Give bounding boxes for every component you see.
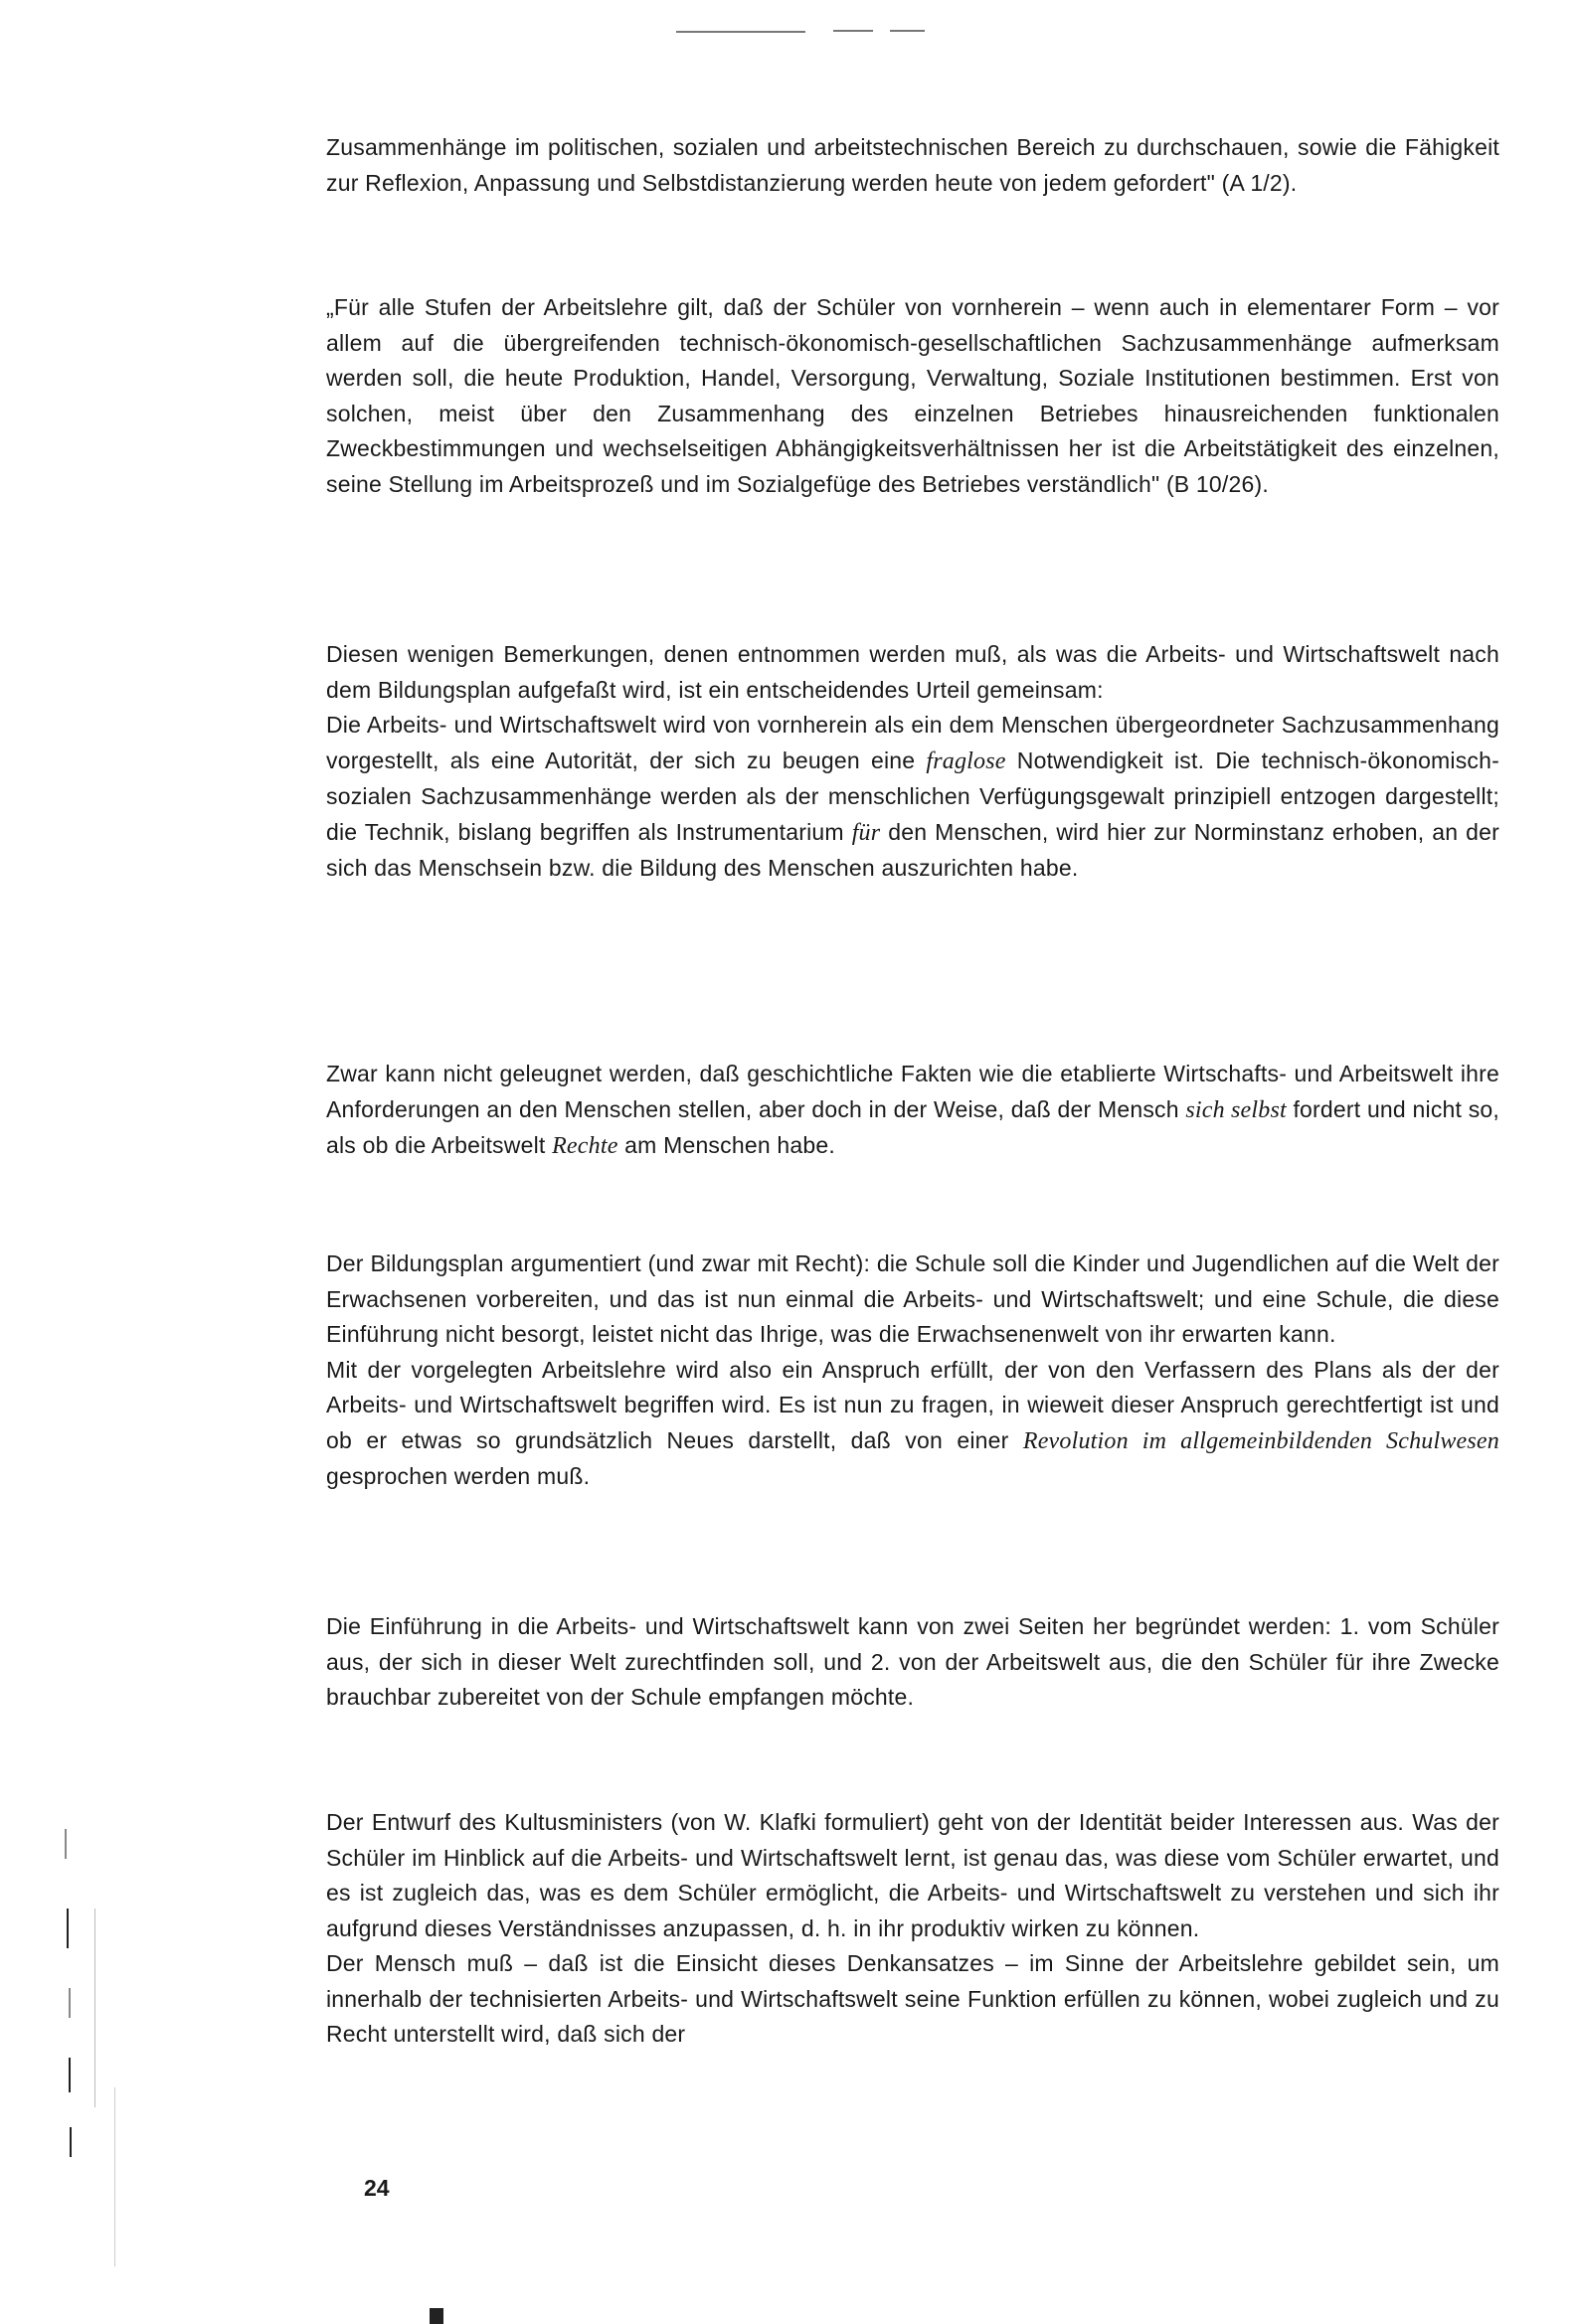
edge-mark [114, 2087, 115, 2266]
paragraph-1 [326, 130, 1499, 201]
paragraph-3-body [326, 708, 1499, 887]
paragraph-3-intro: Diesen wenigen Bemerkungen, denen entnommen werden muß, als was die Arbeits- und Wirtschaftswelt nach dem Bildungsplan aufgefaßt wird, ist ein entscheidendes Urteil gemeinsam: [326, 641, 1499, 703]
paragraph-6-text: Die Einführung in die Arbeits- und Wirtschaftswelt kann von zwei Seiten her begründet werden: 1. vom Schüler aus, der sich in dieser Welt zurechtfinden soll, und 2. von der Arbeitswelt aus, die den Schüler für ihre Zwecke brauchbar zubereitet von der Schule empfangen möchte. [326, 1613, 1499, 1710]
scan-edge-artifacts [55, 1789, 174, 2306]
paragraph-7 [326, 1805, 1499, 2053]
emphasis-revolution: Revolution im allgemeinbildenden Schulwesen [1022, 1427, 1499, 1454]
emphasis-sich-selbst: sich selbst [1185, 1096, 1287, 1123]
paragraph-4-part-1: Zwar kann nicht geleugnet werden, daß geschichtliche Fakten wie die etablierte Wirtschafts- und Arbeitswelt ihre Anforderungen an den Menschen stellen, aber doch in der Weise, daß der Mensch [326, 1061, 1499, 1122]
paragraph-6 [326, 1609, 1499, 1716]
scan-artifact-bottom [430, 2308, 443, 2324]
edge-mark [67, 1909, 69, 1948]
emphasis-fraglose: fraglose [926, 747, 1006, 774]
paragraph-4-body [326, 1057, 1499, 1165]
paragraph-5-second [326, 1353, 1499, 1495]
paragraph-4 [326, 1057, 1499, 1165]
paragraph-5 [326, 1246, 1499, 1495]
paragraph-5-first: Der Bildungsplan argumentiert (und zwar mit Recht): die Schule soll die Kinder und Jugendlichen auf die Welt der Erwachsenen vorbereiten, und das ist nun einmal die Arbeits- und Wirtschaftswelt; und eine Schule, die diese Einführung nicht besorgt, leistet nicht das Ihrige, was die Erwachsenenwelt von ihr erwarten kann. [326, 1250, 1499, 1347]
paragraph-1-text: Zusammenhänge im politischen, sozialen und arbeitstechnischen Bereich zu durchschauen, sowie die Fähigkeit zur Reflexion, Anpassung und Selbstdistanzierung werden heute von jedem gefordert" (A 1/2). [326, 134, 1499, 196]
edge-mark [70, 2127, 72, 2157]
paragraph-3-part-1: Die Arbeits- und Wirtschaftswelt wird von vornherein als ein dem Menschen übergeordneter Sachzusammenhang vorgestellt, als eine Autorität, der sich zu beugen eine [326, 712, 1499, 773]
emphasis-rechte: Rechte [552, 1133, 618, 1159]
paragraph-2-quote [326, 290, 1499, 502]
scan-artifact-top [676, 31, 805, 33]
paragraph-3 [326, 637, 1499, 887]
edge-mark [94, 1909, 95, 2107]
emphasis-fuer: für [851, 819, 881, 846]
scan-artifact-top-3 [890, 30, 925, 32]
paragraph-3-part-2: Notwendigkeit ist. Die technisch-ökonomisch-sozialen Sachzusammenhänge werden als der menschlichen Verfügungsgewalt prinzipiell entzogen dargestellt; die Technik, bislang begriffen als Instrumentarium [326, 747, 1499, 845]
paragraph-5-part-2: gesprochen werden muß. [326, 1463, 591, 1489]
paragraph-4-part-2: fordert und nicht so, als ob die Arbeitswelt [326, 1095, 1499, 1158]
paragraph-4-part-3: am Menschen habe. [617, 1132, 835, 1158]
paragraph-7-first: Der Entwurf des Kultusministers (von W. Klafki formuliert) geht von der Identität beider Interessen aus. Was der Schüler im Hinblick auf die Arbeits- und Wirtschaftswelt lernt, ist genau das, was diese vom Schüler erwartet, und es ist zugleich das, was es dem Schüler ermöglicht, die Arbeits- und Wirtschaftswelt zu verstehen und sich ihr aufgrund dieses Verständnisses anzupassen, d. h. in ihr produktiv wirken zu können. [326, 1809, 1499, 1941]
scan-artifact-top-2 [833, 30, 873, 32]
edge-mark [69, 2058, 71, 2092]
edge-mark [69, 1988, 71, 2018]
edge-mark [65, 1829, 67, 1859]
paragraph-3-part-3: den Menschen, wird hier zur Norminstanz erhoben, an der sich das Menschsein bzw. die Bildung des Menschen auszurichten habe. [326, 818, 1499, 881]
paragraph-7-second: Der Mensch muß – daß ist die Einsicht dieses Denkansatzes – im Sinne der Arbeitslehre gebildet sein, um innerhalb der technisierten Arbeits- und Wirtschaftswelt seine Funktion erfüllen zu können, wobei zugleich und zu Recht unterstellt wird, daß sich der [326, 1950, 1499, 2047]
page-number: 24 [364, 2175, 390, 2201]
paragraph-2-text: „Für alle Stufen der Arbeitslehre gilt, daß der Schüler von vornherein – wenn auch in elementarer Form – vor allem auf die übergreifenden technisch-ökonomisch-gesellschaftlichen Sachzusammenhänge aufmerksam werden soll, die heute Produktion, Handel, Versorgung, Verwaltung, Soziale Institutionen bestimmen. Erst von solchen, meist über den Zusammenhang des einzelnen Betriebes hinausreichenden funktionalen Zweckbestimmungen und wechselseitigen Abhängigkeitsverhältnissen her ist die Arbeitstätigkeit des einzelnen, seine Stellung im Arbeitsprozeß und im Sozialgefüge des Betriebes verständlich" (B 10/26). [326, 294, 1499, 497]
paragraph-5-part-1: Mit der vorgelegten Arbeitslehre wird also ein Anspruch erfüllt, der von den Verfassern des Plans als der der Arbeits- und Wirtschaftswelt begriffen wird. Es ist nun zu fragen, in wieweit dieser Anspruch gerechtfertigt ist und ob er etwas so grundsätzlich Neues darstellt, daß von einer [326, 1356, 1499, 1453]
